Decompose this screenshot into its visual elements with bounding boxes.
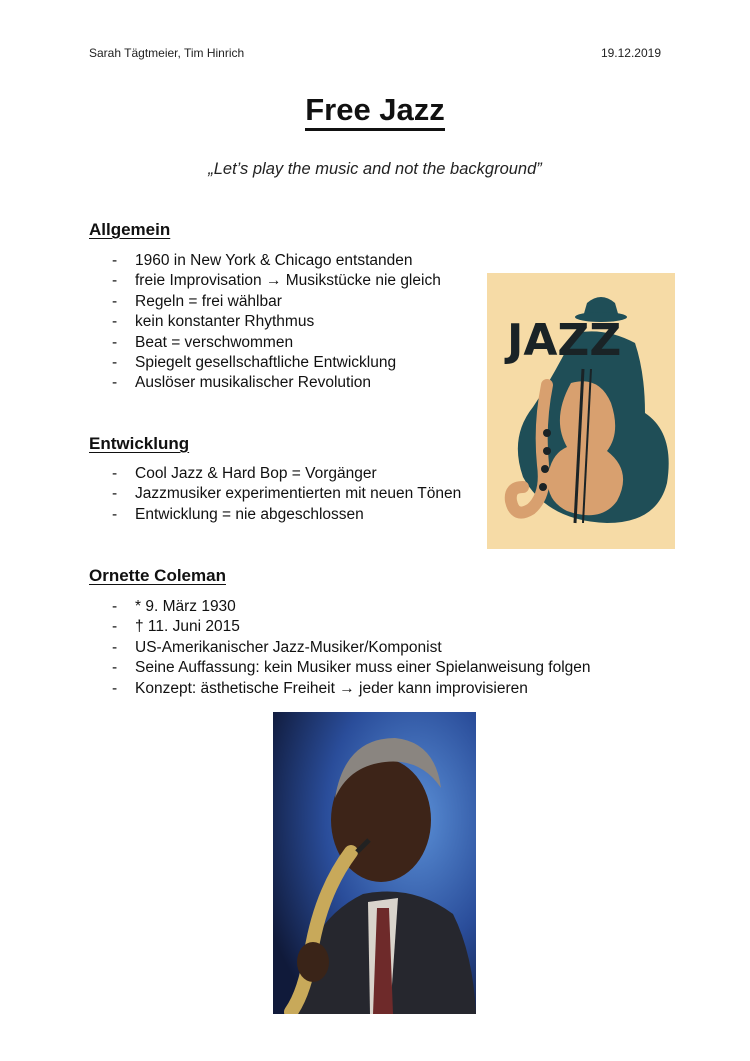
page-title: [0, 92, 750, 128]
list-item: - † 11. Juni 2015: [112, 617, 591, 637]
list-item: - Konzept: ästhetische Freiheit → jeder kann improvisieren: [112, 679, 591, 699]
jazz-poster-image: [487, 273, 675, 549]
list-item: - * 9. März 1930: [112, 597, 591, 617]
date-text: 19.12.2019: [600, 46, 661, 60]
sax-key: [541, 465, 549, 473]
list-item: - Jazzmusiker experimentierten mit neuen Tönen: [112, 484, 461, 504]
section-list-allgemein: [112, 251, 441, 394]
sax-key: [543, 447, 551, 455]
section-list-entwicklung: [112, 464, 461, 525]
hand-shape: [297, 942, 329, 982]
list-item: - Seine Auffassung: kein Musiker muss einer Spielanweisung folgen: [112, 658, 591, 678]
section-list-ornette-coleman: [112, 597, 591, 699]
section-heading-allgemein: Allgemein: [89, 220, 171, 239]
list-item: - Regeln = frei wählbar: [112, 292, 441, 312]
quote-text: „Let’s play the music and not the background”: [208, 160, 542, 178]
section-heading-entwicklung: Entwicklung: [89, 434, 190, 453]
list-item: - freie Improvisation → Musikstücke nie gleich: [112, 271, 441, 291]
saxophonist-photo: [273, 712, 476, 1014]
list-item: - 1960 in New York & Chicago entstanden: [112, 251, 441, 271]
list-item: - Beat = verschwommen: [112, 333, 441, 353]
list-item: - Entwicklung = nie abgeschlossen: [112, 505, 461, 525]
list-item: - Spiegelt gesellschaftliche Entwicklung: [112, 353, 441, 373]
list-item: - Cool Jazz & Hard Bop = Vorgänger: [112, 464, 461, 484]
sax-key: [543, 429, 551, 437]
list-item: - kein konstanter Rhythmus: [112, 312, 441, 332]
section-heading-ornette-coleman: Ornette Coleman: [89, 566, 226, 585]
list-item: - US-Amerikanischer Jazz-Musiker/Komponist: [112, 638, 591, 658]
sax-key: [539, 483, 547, 491]
authors-text: Sarah Tägtmeier, Tim Hinrich: [89, 46, 245, 60]
list-item: - Auslöser musikalischer Revolution: [112, 373, 441, 393]
page-title-text: Free Jazz: [305, 92, 445, 131]
jazz-word: JAZZ: [507, 315, 622, 366]
